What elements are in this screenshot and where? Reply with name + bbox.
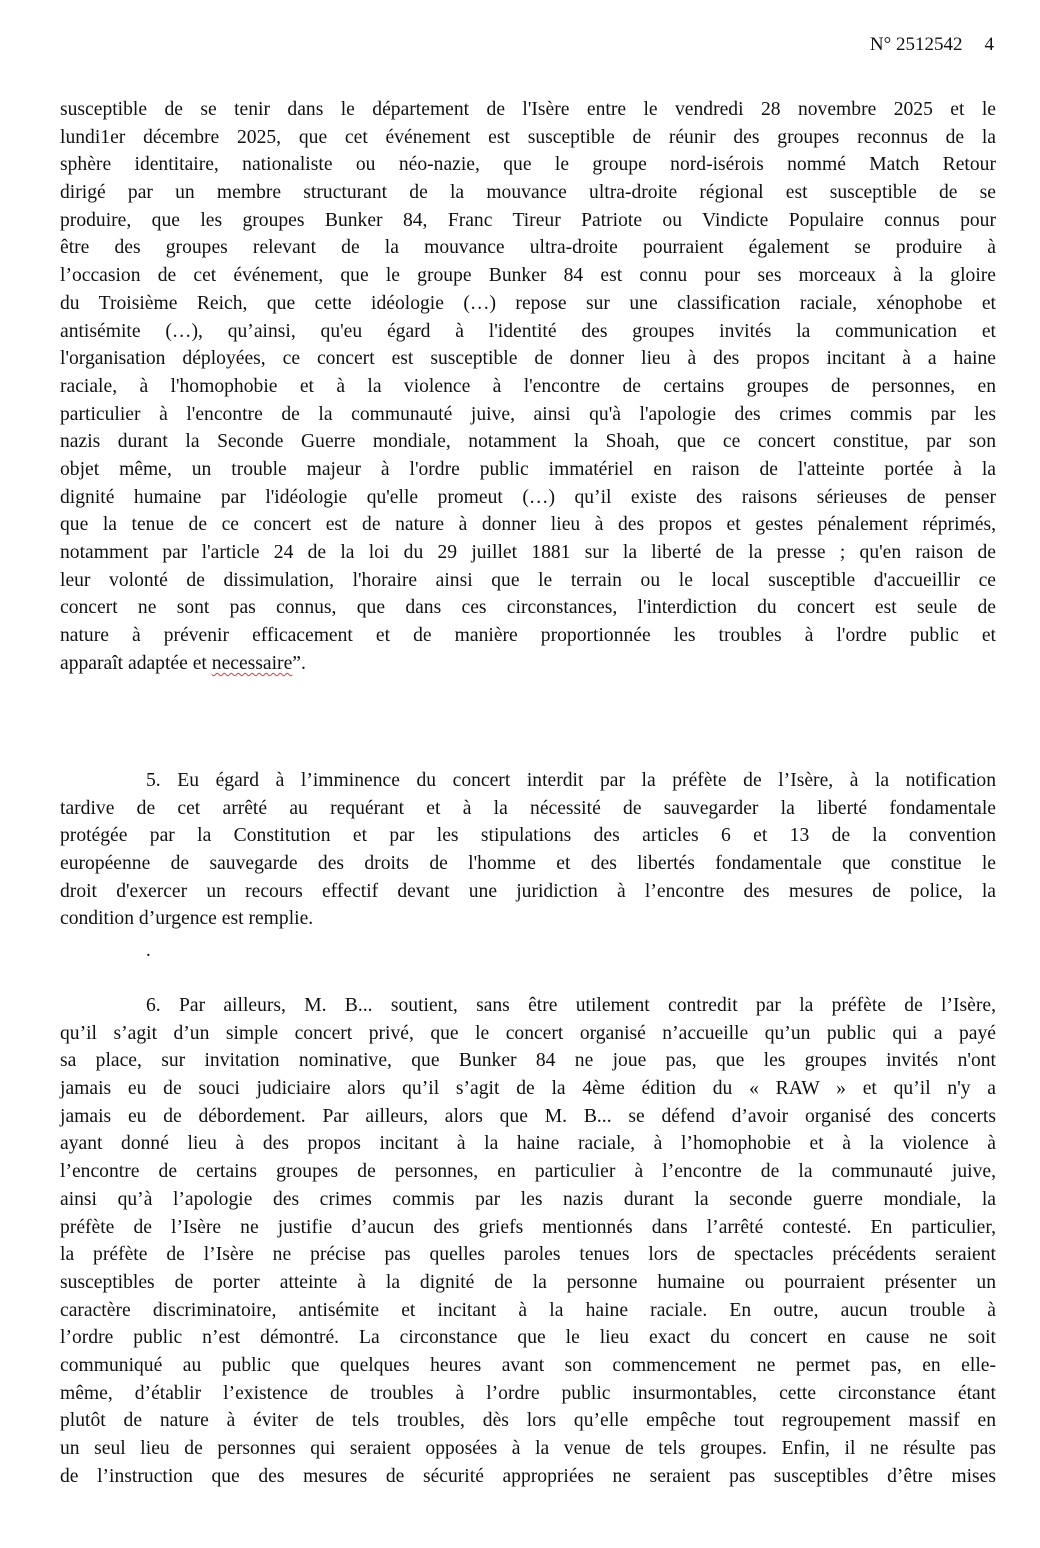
text-line: protégée par la Constitution et par les stipulations des articles 6 et 13 de la convention: [60, 825, 996, 847]
case-number: N° 2512542: [869, 34, 963, 55]
quote-continuation-paragraph: [60, 96, 996, 677]
text-line: l’encontre de certains groupes de personnes, en particulier à l’encontre de la communauté juive,: [60, 1161, 996, 1183]
text-segment: apparaît adaptée et: [60, 652, 212, 674]
text-line: que la tenue de ce concert est de nature à donner lieu à des propos et gestes pénalement réprimés,: [60, 514, 996, 536]
text-line: l'organisation déployées, ce concert est susceptible de donner lieu à des propos incitant à a haine: [60, 348, 996, 370]
text-line: préfète de l’Isère ne justifie d’aucun des griefs mentionnés dans l’arrêté contesté. En particulier,: [60, 1216, 996, 1238]
text-line: dignité humaine par l'idéologie qu'elle promeut (…) qu’il existe des raisons sérieuses de penser: [60, 486, 996, 508]
text-line: concert ne sont pas connus, que dans ces circonstances, l'interdiction du concert est seule de: [60, 597, 996, 619]
page-number: 4: [984, 34, 994, 55]
text-line: l’occasion de cet événement, que le groupe Bunker 84 est connu pour ses morceaux à la gloire: [60, 265, 996, 287]
text-line: 5. Eu égard à l’imminence du concert interdit par la préfète de l’Isère, à la notification: [146, 770, 996, 791]
spellcheck-flagged-word[interactable]: necessaire: [211, 652, 293, 674]
text-segment: ”.: [292, 652, 306, 674]
text-line: un seul lieu de personnes qui seraient opposées à la venue de tels groupes. Enfin, il ne résulte pas: [60, 1438, 996, 1459]
text-line: nazis durant la Seconde Guerre mondiale, notamment la Shoah, que ce concert constitue, par son: [60, 431, 996, 453]
page-header: [870, 34, 994, 56]
text-line: dirigé par un membre structurant de la mouvance ultra-droite régional est susceptible de se: [60, 182, 996, 204]
text-line: européenne de sauvegarde des droits de l'homme et des libertés fondamentale que constitue le: [60, 853, 996, 875]
text-line: du Troisième Reich, que cette idéologie (…) repose sur une classification raciale, xénophobe et: [60, 292, 996, 314]
text-line: sphère identitaire, nationaliste ou néo-nazie, que le groupe nord-isérois nommé Match Retour: [60, 154, 996, 176]
paragraph-6: [60, 992, 996, 1490]
text-line: sa place, sur invitation nominative, que Bunker 84 ne joue pas, que les groupes invités n'ont: [60, 1050, 996, 1072]
text-line: jamais eu de souci judiciaire alors qu’il s’agit de la 4ème édition du « RAW » et qu’il n'y a: [60, 1078, 996, 1100]
text-line: particulier à l'encontre de la communauté juive, ainsi qu'à l'apologie des crimes commis par les: [60, 403, 996, 425]
paragraph-5: [60, 767, 996, 933]
text-line: leur volonté de dissimulation, l'horaire ainsi que le terrain ou le local susceptible d'accueillir ce: [60, 569, 996, 591]
text-line: jamais eu de débordement. Par ailleurs, alors que M. B... se défend d’avoir organisé des concerts: [60, 1105, 996, 1127]
text-line: communiqué au public que quelques heures avant son commencement ne permet pas, en elle-: [60, 1354, 996, 1376]
text-line: l’ordre public n’est démontré. La circonstance que le lieu exact du concert en cause ne soit: [60, 1327, 996, 1349]
text-line: susceptibles de porter atteinte à la dignité de la personne humaine ou pourraient présenter un: [60, 1271, 996, 1293]
text-line: droit d'exercer un recours effectif devant une juridiction à l’encontre des mesures de police, la: [60, 880, 996, 902]
text-line: 6. Par ailleurs, M. B... soutient, sans être utilement contredit par la préfète de l’Isère,: [146, 995, 996, 1016]
text-line: notamment par l'article 24 de la loi du 29 juillet 1881 sur la liberté de la presse ; qu'en raison de: [60, 542, 996, 563]
text-line: nature à prévenir efficacement et de manière proportionnée les troubles à l'ordre public et: [60, 625, 996, 647]
text-line: la préfète de l’Isère ne précise pas quelles paroles tenues lors de spectacles précédents seraient: [60, 1244, 996, 1266]
text-line: caractère discriminatoire, antisémite et incitant à la haine raciale. En outre, aucun trouble à: [60, 1299, 996, 1321]
text-line: qu’il s’agit d’un simple concert privé, que le concert organisé n’accueille qu’un public qui a payé: [60, 1022, 996, 1044]
text-line: plutôt de nature à éviter de tels troubles, dès lors qu’elle empêche tout regroupement massif en: [60, 1410, 996, 1432]
text-line: susceptible de se tenir dans le département de l'Isère entre le vendredi 28 novembre 2025 et le: [60, 99, 996, 120]
text-line: antisémite (…), qu’ainsi, qu'eu égard à l'identité des groupes invités la communication et: [60, 320, 996, 342]
text-line: lundi1er décembre 2025, que cet événement est susceptible de réunir des groupes reconnus de la: [60, 126, 996, 148]
text-line: être des groupes relevant de la mouvance ultra-droite pourraient également se produire à: [60, 237, 996, 259]
text-line: ayant donné lieu à des propos incitant à la haine raciale, à l’homophobie et à la violence à: [60, 1133, 996, 1155]
text-line: produire, que les groupes Bunker 84, Franc Tireur Patriote ou Vindicte Populaire connus pour: [60, 209, 996, 231]
text-line: même, d’établir l’existence de troubles à l’ordre public insurmontables, cette circonstance étant: [60, 1382, 996, 1404]
text-line-last: [60, 650, 996, 678]
stray-period-mark: .: [146, 940, 151, 961]
text-line: raciale, à l'homophobie et à la violence à l'encontre de certains groupes de personnes, en: [60, 375, 996, 397]
text-line: ainsi qu’à l’apologie des crimes commis par les nazis durant la seconde guerre mondiale, la: [60, 1188, 996, 1210]
text-line: objet même, un trouble majeur à l'ordre public immatériel en raison de l'atteinte portée à la: [60, 458, 996, 480]
text-line: condition d’urgence est remplie.: [60, 908, 314, 930]
text-line: de l’instruction que des mesures de sécurité appropriées ne seraient pas susceptibles d’être mises: [60, 1465, 996, 1487]
text-line: tardive de cet arrêté au requérant et à la nécessité de sauvegarder la liberté fondamentale: [60, 797, 996, 819]
